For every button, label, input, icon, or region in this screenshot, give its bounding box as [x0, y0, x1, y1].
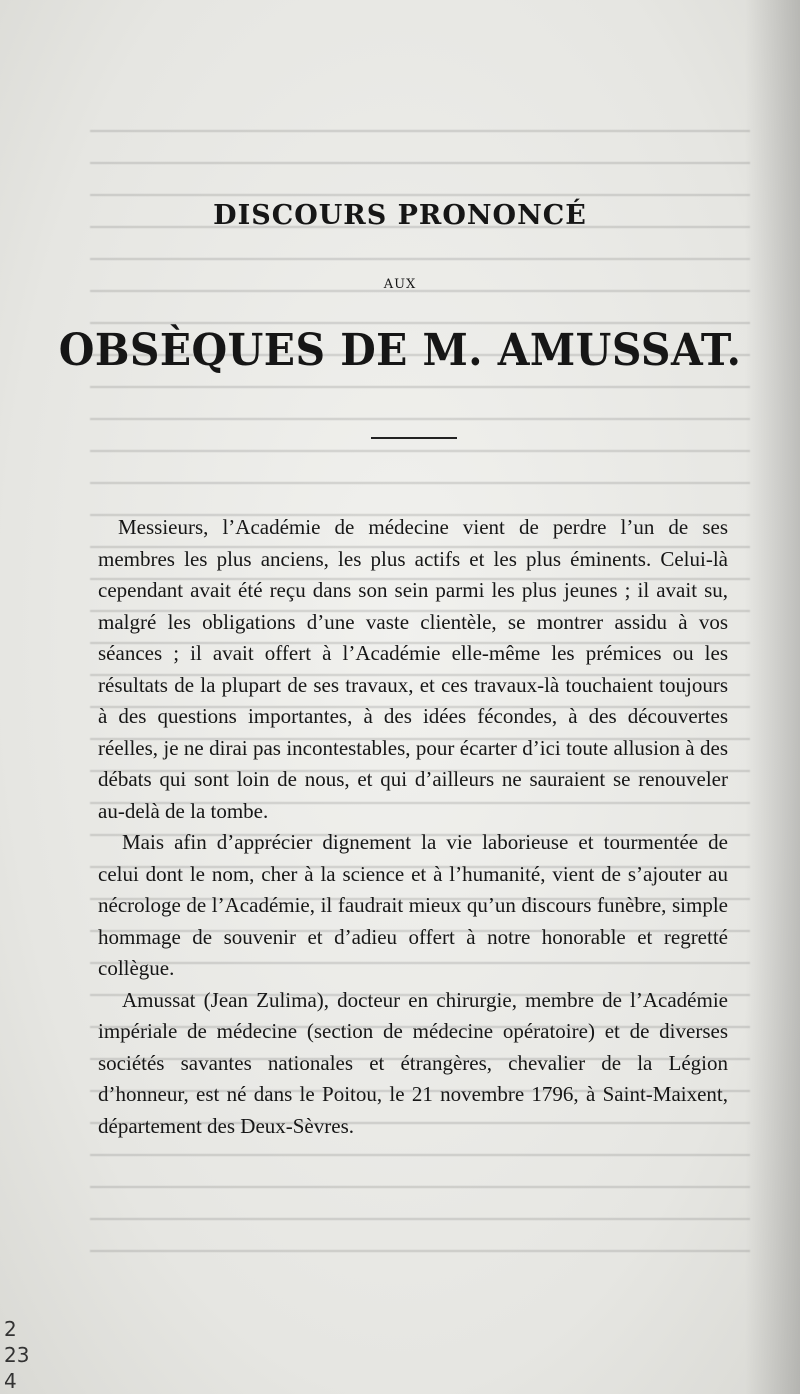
paragraph-2: Mais afin d’apprécier dignement la vie laborieuse et tourmentée de celui dont le nom, cher à la science et à l’humanité, vient de s’ajouter au nécrologe de l’Académie, il faudrait mieux qu’un discours funèbre, simple hommage de souvenir et d’adieu offert à notre honorable et regretté collègue. — [98, 830, 728, 980]
paragraph-3: Amussat (Jean Zulima), docteur en chirurgie, membre de l’Académie impériale de médecine (section de médecine opératoire) et de diverses sociétés savantes nationales et étrangères, chevalier de la Légion d’honneur, est né dans le Poitou, le 21 novembre 1796, à Saint-Maixent, département des Deux-Sèvres. — [98, 987, 728, 1138]
heading-obseques: OBSÈQUES DE M. AMUSSAT. — [58, 325, 742, 376]
heading-discours: DISCOURS PRONONCÉ — [213, 200, 587, 231]
paragraph-1: Messieurs, l’Académie de médecine vient de perdre l’un de ses membres les plus anciens, les plus actifs et les plus éminents. Celui-là cependant avait été reçu dans son sein parmi les plus jeunes ; il avait su, malgré les obligations d’une vaste clientèle, se montrer assidu à vos séances ; il avait offert à l’Académie elle-même les prémices ou les résultats de la plupart de ses travaux, et ces travaux-là touchaient toujours à des questions importantes, à des idées fécondes, à des découvertes réelles, je ne dirai pas incontestables, pour écarter d’ici toute allusion à des débats qui sont loin de nous, et qui d’ailleurs ne sauraient se renouveler au-delà de la tombe. — [98, 515, 728, 823]
heading-aux: AUX — [383, 277, 417, 292]
title-rule — [371, 437, 457, 439]
body-text — [98, 512, 728, 1142]
handwritten-margin-note: 2 23 4 — [4, 1317, 30, 1393]
